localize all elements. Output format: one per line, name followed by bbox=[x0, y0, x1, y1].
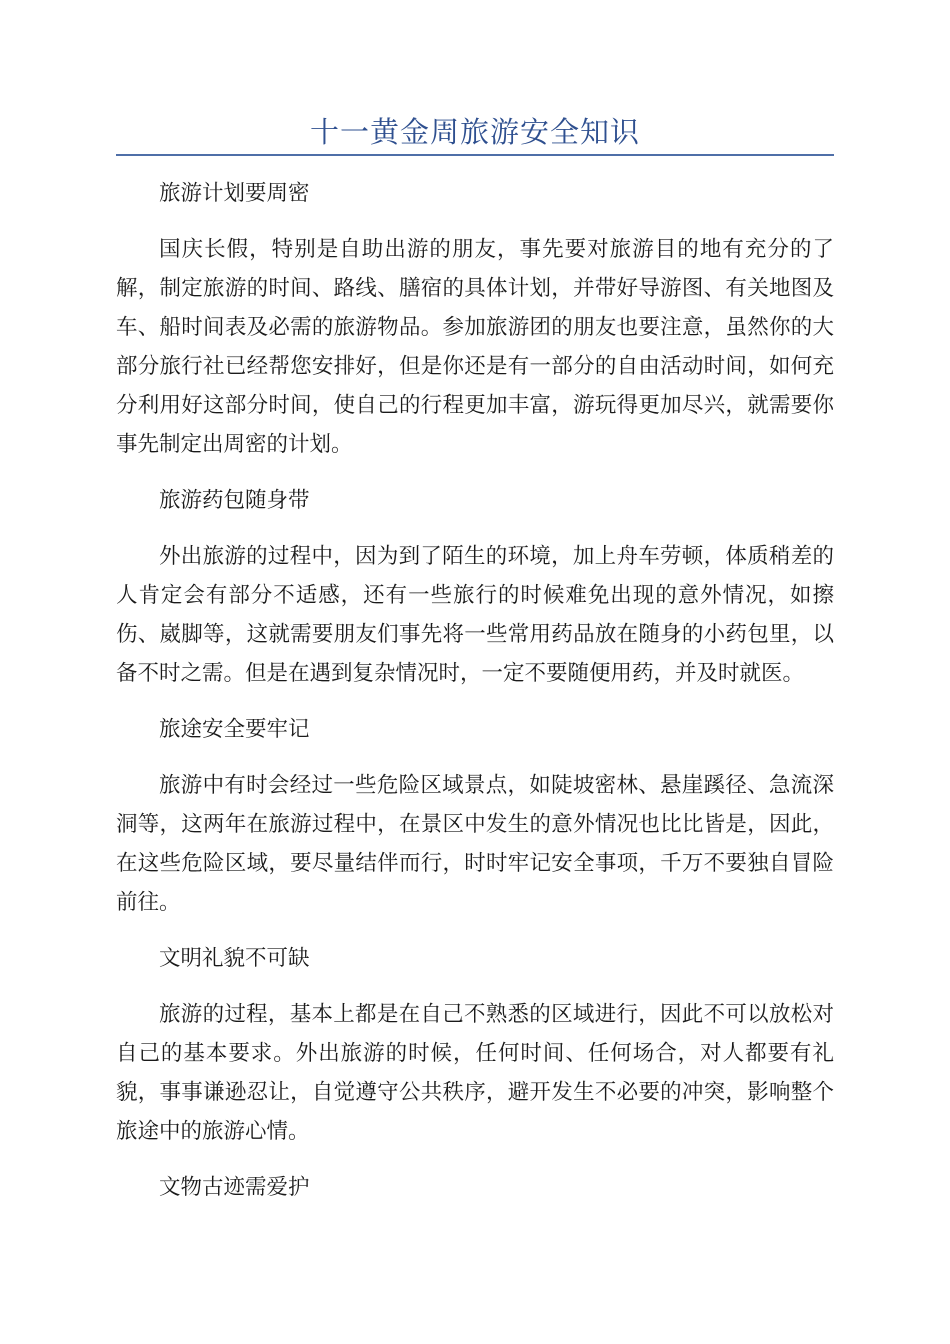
section-heading: 旅途安全要牢记 bbox=[159, 717, 310, 742]
section-heading: 旅游药包随身带 bbox=[159, 488, 310, 513]
section-heritage bbox=[116, 1168, 834, 1207]
section-paragraph: 旅游中有时会经过一些危险区域景点，如陡坡密林、悬崖蹊径、急流深洞等，这两年在旅游过程中，在景区中发生的意外情况也比比皆是，因此，在这些危险区域，要尽量结伴而行，时时牢记安全事项，千万不要独自冒险前往。 bbox=[116, 773, 834, 915]
title-underline bbox=[116, 154, 834, 156]
section-paragraph: 旅游的过程，基本上都是在自己不熟悉的区域进行，因此不可以放松对自己的基本要求。外出旅游的时候，任何时间、任何场合，对人都要有礼貌，事事谦逊忍让，自觉遵守公共秩序，避开发生不必要的冲突，影响整个旅途中的旅游心情。 bbox=[116, 1002, 834, 1144]
document-body bbox=[116, 174, 834, 1224]
section-heading: 文明礼貌不可缺 bbox=[159, 946, 310, 971]
section-paragraph: 国庆长假，特别是自助出游的朋友，事先要对旅游目的地有充分的了解，制定旅游的时间、路线、膳宿的具体计划，并带好导游图、有关地图及车、船时间表及必需的旅游物品。参加旅游团的朋友也要注意，虽然你的大部分旅行社已经帮您安排好，但是你还是有一部分的自由活动时间，如何充分利用好这部分时间，使自己的行程更加丰富，游玩得更加尽兴，就需要你事先制定出周密的计划。 bbox=[116, 237, 834, 457]
section-heading: 文物古迹需爱护 bbox=[159, 1175, 310, 1200]
section-paragraph: 外出旅游的过程中，因为到了陌生的环境，加上舟车劳顿，体质稍差的人肯定会有部分不适感，还有一些旅行的时候难免出现的意外情况，如擦伤、崴脚等，这就需要朋友们事先将一些常用药品放在随身的小药包里，以备不时之需。但是在遇到复杂情况时，一定不要随便用药，并及时就医。 bbox=[116, 544, 834, 686]
section-heading: 旅游计划要周密 bbox=[159, 181, 310, 206]
section-medicine-kit bbox=[116, 481, 834, 693]
section-travel-safety bbox=[116, 710, 834, 922]
page-title: 十一黄金周旅游安全知识 bbox=[309, 115, 640, 149]
section-courtesy bbox=[116, 939, 834, 1151]
section-travel-plan bbox=[116, 174, 834, 464]
